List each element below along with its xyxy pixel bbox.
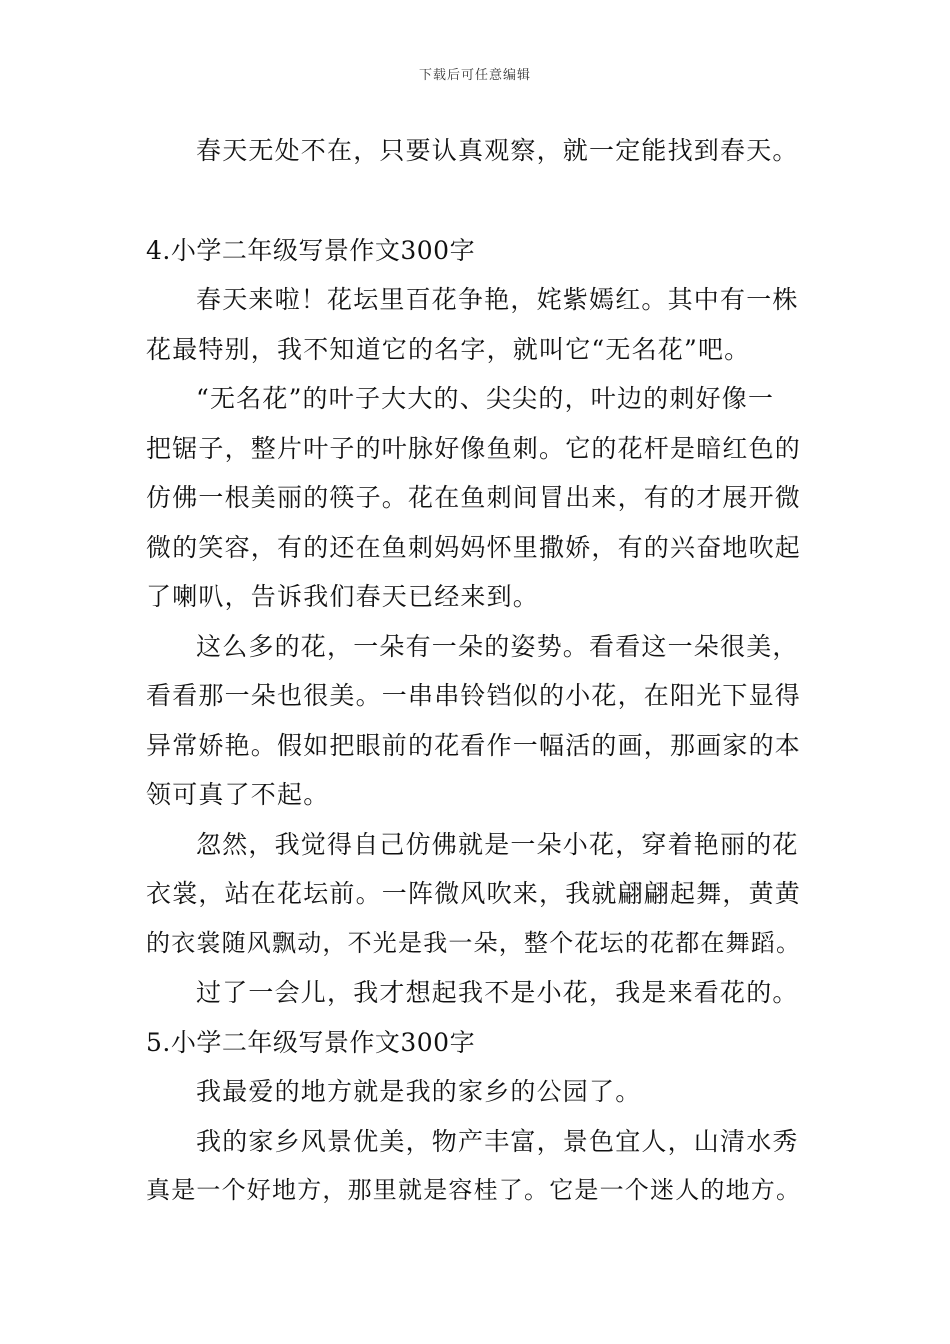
paragraph-line: 了喇叭，告诉我们春天已经来到。 bbox=[146, 582, 540, 611]
paragraph-line: 异常娇艳。假如把眼前的花看作一幅活的画，那画家的本 bbox=[146, 730, 802, 760]
paragraph-line: 过了一会儿，我才想起我不是小花，我是来看花的。 bbox=[196, 978, 799, 1007]
paragraph-line: 忽然，我觉得自己仿佛就是一朵小花，穿着艳丽的花 bbox=[196, 829, 799, 859]
paragraph-line: 的衣裳随风飘动，不光是我一朵，整个花坛的花都在舞蹈。 bbox=[146, 928, 802, 957]
page-header: 下载后可任意编辑 bbox=[418, 68, 531, 83]
paragraph-line: 把锯子，整片叶子的叶脉好像鱼刺。它的花杆是暗红色的 bbox=[146, 433, 802, 463]
paragraph-line: 我最爱的地方就是我的家乡的公园了。 bbox=[196, 1077, 642, 1106]
paragraph-line: 领可真了不起。 bbox=[146, 780, 330, 809]
paragraph-line: 微的笑容，有的还在鱼刺妈妈怀里撒娇，有的兴奋地吹起 bbox=[146, 532, 802, 562]
paragraph-line: 我的家乡风景优美，物产丰富，景色宜人，山清水秀 bbox=[196, 1126, 799, 1156]
paragraph-line: 春天来啦！花坛里百花争艳，姹紫嫣红。其中有一株 bbox=[196, 285, 799, 314]
paragraph-line: 花最特别，我不知道它的名字，就叫它“无名花”吧。 bbox=[146, 334, 751, 364]
paragraph-line: 衣裳，站在花坛前。一阵微风吹来，我就翩翩起舞，黄黄 bbox=[146, 879, 802, 908]
paragraph-line: 春天无处不在，只要认真观察，就一定能找到春天。 bbox=[196, 136, 799, 165]
paragraph-line: “无名花”的叶子大大的、尖尖的，叶边的刺好像一 bbox=[196, 384, 775, 413]
section-heading: 4.小学二年级写景作文300字 bbox=[146, 235, 476, 265]
document-body bbox=[146, 126, 810, 1216]
section-heading: 5.小学二年级写景作文300字 bbox=[146, 1027, 476, 1057]
paragraph-line: 看看那一朵也很美。一串串铃铛似的小花，在阳光下显得 bbox=[146, 681, 802, 710]
paragraph-spacer bbox=[146, 176, 810, 226]
paragraph-line: 真是一个好地方，那里就是容桂了。它是一个迷人的地方。 bbox=[146, 1176, 802, 1204]
paragraph-line: 这么多的花，一朵有一朵的姿势。看看这一朵很美， bbox=[196, 631, 799, 661]
paragraph-line: 仿佛一根美丽的筷子。花在鱼刺间冒出来，有的才展开微 bbox=[146, 483, 802, 512]
